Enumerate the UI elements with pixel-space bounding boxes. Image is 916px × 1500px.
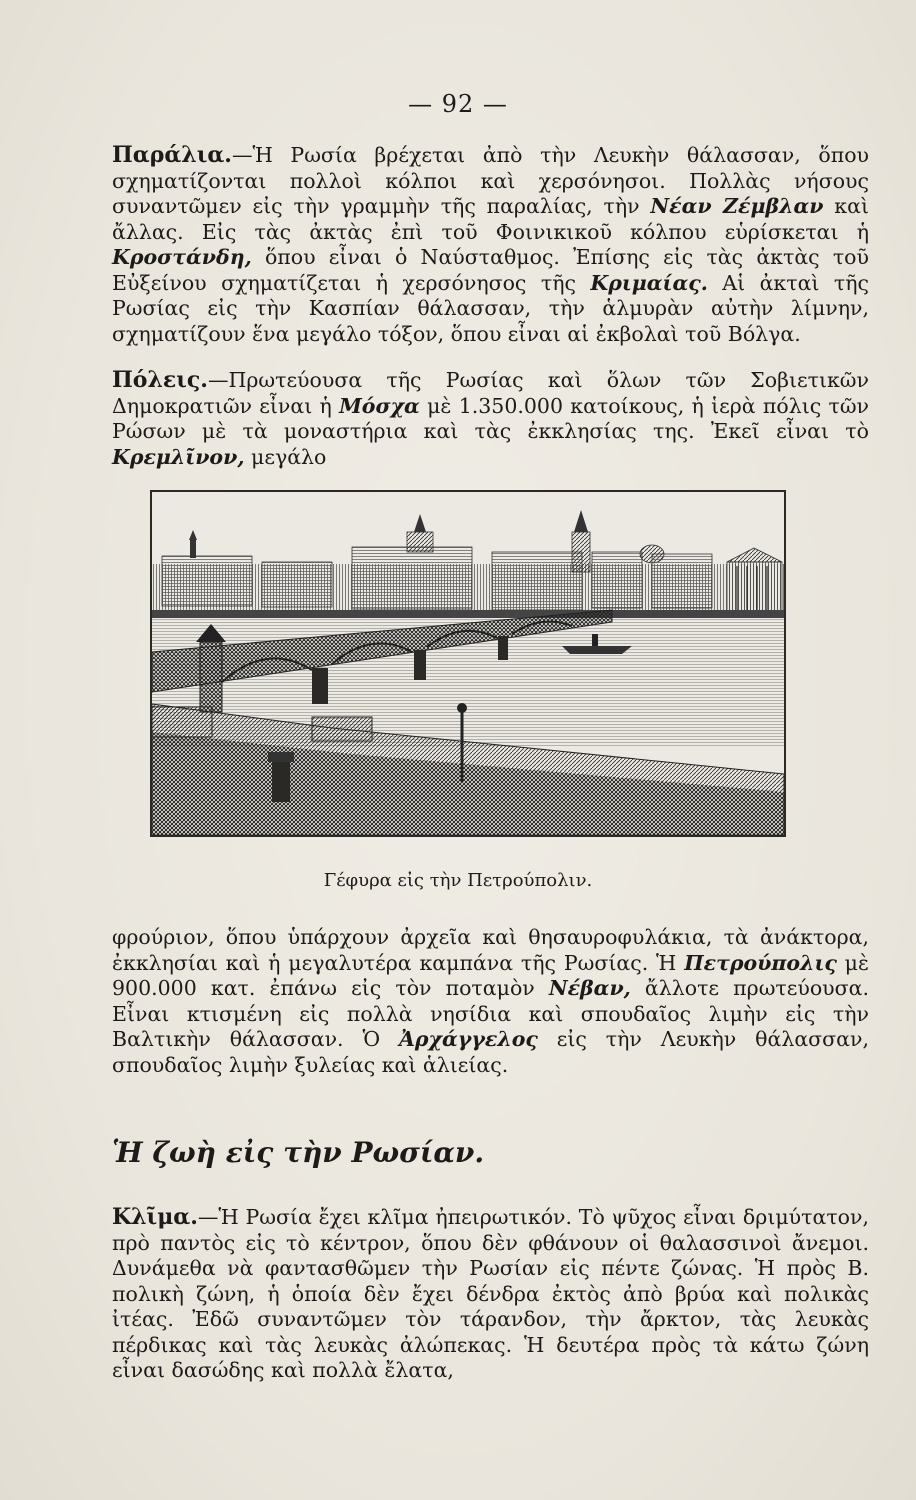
- emphasis-term: Κρεμλῖνον,: [112, 444, 245, 469]
- far-embankment: [152, 610, 784, 618]
- text-run: μὲ 900.000 κατ. ἐπάνω εἰς τὸν ποταμὸν: [112, 950, 869, 1000]
- section-heading: Ἡ ζωὴ εἰς τὴν Ρωσίαν.: [112, 1136, 485, 1169]
- text-run: εἰς τὴν Λευκὴν θάλασσαν, σπουδαῖος λιμὴν ξυλείας καὶ ἁλιείας.: [112, 1027, 869, 1077]
- bridge-engraving: [152, 492, 784, 835]
- text-run: —Πρωτεύουσα τῆς Ρωσίας καὶ ὅλων τῶν Σοβιετικῶν Δημοκρατιῶν εἶναι ἡ: [112, 368, 869, 418]
- paragraph-lead: Κλῖμα.: [112, 1204, 198, 1230]
- text-run: —Ἡ Ρωσία ἔχει κλῖμα ἠπειρωτικόν. Τὸ ψῦχος εἶναι δριμύτατον, πρὸ παντὸς εἰς τὸ κέντρον, ὅπου δὲν φθάνουν οἱ θαλασσινοὶ ἄνεμοι. Δυνάμεθα νὰ φαντασθῶμεν τὴν Ρωσίαν εἰς πέντε ζώνας. Ἡ πρὸς Β. πολικὴ ζώνη, ἡ ὁποία δὲν ἔχει δένδρα ἐκτὸς ἀπὸ βρύα καὶ πολικὰς ἰτέας. Ἐδῶ συναντῶμεν τὸν τάρανδον, τὴν ἄρκτον, τὰς λευκὰς πέρδικας καὶ τὰς λευκὰς ἀλώπεκας. Ἡ δευτέρα πρὸς τὰ κάτω ζώνη εἶναι δασώδης καὶ πολλὰ ἔλατα,: [112, 1205, 869, 1382]
- emphasis-term: Νέβαν,: [548, 976, 631, 1000]
- paragraph-cities: [112, 368, 869, 470]
- text-run: ἄλλοτε πρωτεύουσα. Εἶναι κτισμένη εἰς πολλὰ νησίδια καὶ σπουδαῖος λιμὴν εἰς τὴν Βαλτικὴν θάλασσαν. Ὁ: [112, 976, 869, 1051]
- paragraph-lead: Παράλια.: [112, 142, 232, 168]
- text-run: —Ἡ Ρωσία βρέχεται ἀπὸ τὴν Λευκὴν θάλασσαν, ὅπου σχηματίζονται πολλοὶ κόλποι καὶ χερσόνησοι. Πολλὰς νήσους συναντῶμεν εἰς τὴν γραμμὴν τῆς παραλίας, τὴν: [112, 143, 869, 218]
- emphasis-term: Κριμαίας.: [590, 270, 708, 295]
- emphasis-term: Κροστάνδη,: [112, 245, 252, 269]
- paragraph-coastline: [112, 143, 869, 347]
- engraving-illustration: [150, 490, 786, 837]
- emphasis-term: Ἀρχάγγελος: [399, 1027, 538, 1051]
- emphasis-term: Πετρούπολις: [684, 950, 837, 975]
- paragraph-lead: Πόλεις.: [112, 367, 208, 393]
- text-run: μὲ 1.350.000 κατοίκους, ἡ ἱερὰ πόλις τῶν Ρώσων μὲ τὰ μοναστήρια καὶ τὰς ἐκκλησίας της. Ἐκεῖ εἶναι τὸ: [112, 393, 869, 443]
- emphasis-term: Μόσχα: [339, 393, 420, 418]
- paragraph-cities-continued: [112, 925, 869, 1078]
- paragraph-climate: [112, 1205, 869, 1384]
- text-run: ὅπου εἶναι ὁ Ναύσταθμος. Ἐπίσης εἰς τὰς ἀκτὰς τοῦ Εὐξείνου σχηματίζεται ἡ χερσόνησος τῆς: [112, 245, 869, 295]
- text-run: Αἱ ἀκταὶ τῆς Ρωσίας εἰς τὴν Κασπίαν θάλασσαν, τὴν ἁλμυρὰν αὐτὴν λίμνην, σχηματίζουν ἕνα μεγάλο τόξον, ὅπου εἶναι αἱ ἐκβολαὶ τοῦ Βόλγα.: [112, 270, 869, 346]
- figure-caption: Γέφυρα εἰς τὴν Πετρούπολιν.: [323, 870, 593, 891]
- page-number: — 92 —: [408, 90, 508, 118]
- text-run: μεγάλο: [244, 444, 327, 469]
- text-run: φρούριον, ὅπου ὑπάρχουν ἀρχεῖα καὶ θησαυροφυλάκια, τὰ ἀνάκτορα, ἐκκλησίαι καὶ ἡ μεγαλυτέρα καμπάνα τῆς Ρωσίας. Ἡ: [112, 925, 869, 975]
- text-run: καὶ ἄλλας. Εἰς τὰς ἀκτὰς ἐπὶ τοῦ Φοινικικοῦ κόλπου εὑρίσκεται ἡ: [112, 194, 869, 244]
- emphasis-term: Νέαν Ζέμβλαν: [650, 194, 824, 218]
